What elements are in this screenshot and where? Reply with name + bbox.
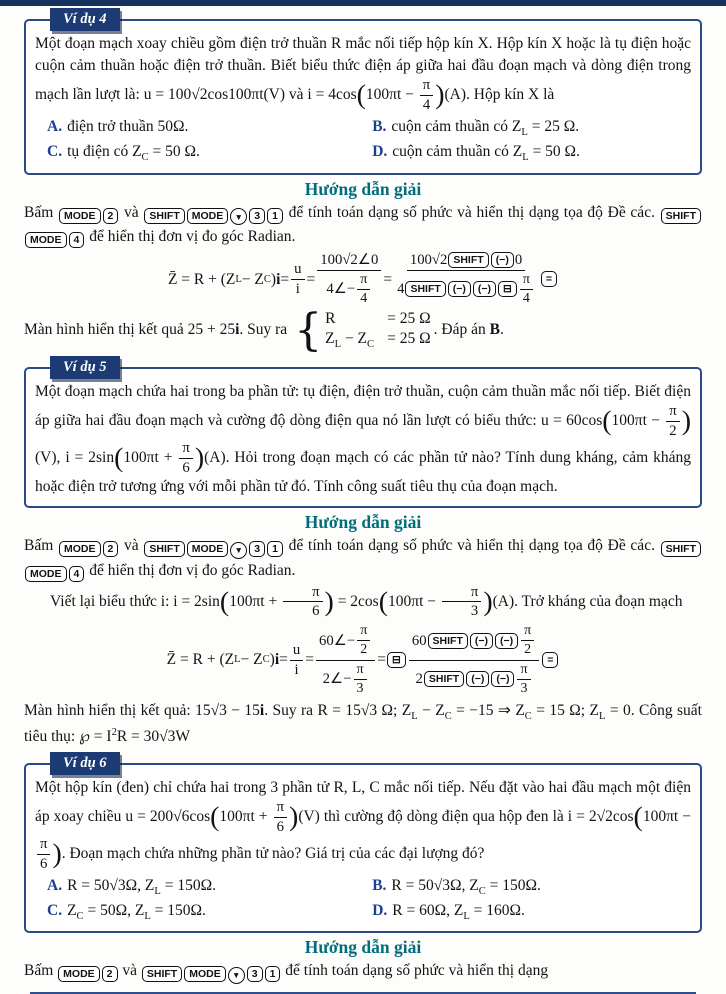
bold-text: i [259,701,265,719]
bold-text: i [235,320,240,338]
numerator: π [517,662,530,680]
numerator: 100√2 SHIFT (−) 0 [407,252,525,271]
down-arrow-key: ▼ [230,208,247,225]
subscript: L [235,273,242,285]
option-a [47,116,372,140]
calculator-key: (−) [491,252,514,268]
option-text: tụ điện có $Z_C = 50$ Ω. [67,143,200,164]
option-letter: C. [47,902,63,920]
denominator: i [294,661,299,678]
calculator-key: SHIFT [144,208,184,224]
parenthesis: ) [52,838,62,870]
calculator-key: MODE [187,208,229,224]
fraction [354,662,367,697]
example-5-problem: Một đoạn mạch chứa hai trong ba phần tử: tụ điện, điện trở thuần, cuộn cảm thuần mắc nối tiếp. Biết điện áp giữa hai đầu đoạn mạch và cường độ dòng điện qua nó lần lượt có biểu thức: u = 60cos(100πt − $\frac{\pi}{2}$ )(V), i = 2sin(100πt + $\frac{\pi}{6}$ )(A). Hỏi trong đoạn mạch có các phần tử nào? Tính dung kháng, cảm kháng hoặc điện trở tương ứng với mỗi phần tử đó. Tính công suất tiêu thụ của đoạn mạch. [35,382,692,496]
example-4-problem: Một đoạn mạch xoay chiều gồm điện trở thuần R mắc nối tiếp hộp kín X. Hộp kín X hoặc là tụ điện hoặc cuộn cảm thuần hoặc điện trở thuần. Biết biểu thức điện áp giữa hai đầu đoạn mạch và dòng điện trong mạch lần lượt là: u = 100√2cos100πt(V) và i = 4cos(100πt − $\frac{\pi}{4}$ )(A). Hộp kín X là [35,35,691,113]
parenthesis: ( [219,585,230,617]
numerator: π [520,272,533,290]
option-letter: D. [372,143,388,161]
fraction [317,252,381,307]
bold-text: B [489,320,500,338]
denominator: 2∠− $\frac{\pi}{3}$ [320,661,372,697]
option-letter: B. [372,117,387,135]
solution-5-equation: Z̄ = R + (Z L − Z C ) i = $\frac{u}{i}$ = 60∠− $\frac{\pi}{2}$ 2∠− $\frac{\pi}{3}$ = ⊟ 60 SHIFT (−) (−) $\frac{\pi}{2}$ 2 SHIFT (−) (−) $\frac{\pi}{3}$ = [24,623,702,696]
calculator-key: (−) [448,281,471,297]
calculator-key: 1 [267,541,283,557]
calculator-key: 1 [265,966,281,982]
subscript: C [262,654,270,666]
subscript: C [263,273,271,285]
fraction [357,272,370,307]
example-5-tab: Ví dụ 5 [50,356,120,379]
numerator: π [420,77,433,96]
example-4-tab: Ví dụ 4 [50,8,120,31]
example-box-6 [24,755,702,933]
denominator: 4 [360,290,368,306]
solution-heading: Hướng dẫn giải [304,178,422,199]
bold-text: i [276,270,281,288]
fraction [316,623,375,696]
fraction [666,403,679,440]
calculator-key: MODE [187,541,229,557]
denominator: 4 [422,96,431,113]
calculator-key: (−) [495,633,518,649]
parenthesis: ( [210,801,220,833]
option-letter: C. [47,143,63,161]
subscript: L [522,152,529,164]
denominator: 2 SHIFT (−) (−) $\frac{\pi}{3}$ [413,661,536,697]
brace-row-left: R [325,309,336,327]
numerator: u [290,642,303,661]
fraction [274,799,287,836]
numerator: π [357,272,370,290]
subscript: L [521,126,528,138]
subscript: L [599,710,606,722]
example-box-4 [24,11,702,175]
example-6-tab: Ví dụ 6 [50,752,120,775]
denominator: 6 [276,818,284,835]
solution-4-result: Màn hình hiển thị kết quả 25 + 25i. Suy ra { R = 25 Ω $Z_L - Z_C$ = 25 Ω . Đáp án B. [24,304,504,356]
calculator-key: MODE [59,208,101,224]
option-c [47,900,372,924]
denominator: 3 [520,680,528,696]
option-d [372,141,691,165]
calculator-key: 2 [103,208,119,224]
solution-5-result: Màn hình hiển thị kết quả: 15√3 − 15i. Suy ra R = 15√3 Ω; $Z_L - Z_C = -15$ ⇒ $Z_C = 15$ Ω; $Z_L = 0$. Công suất tiêu thụ: ℘ = $I^2R = 30√3W$ [24,701,702,745]
parenthesis: ) [289,801,299,833]
solution-6-intro: Bấm MODE 2 và SHIFT MODE ▼ 3 1 để tính toán dạng số phức và hiển thị dạng [24,959,702,984]
parenthesis: ) [324,585,334,617]
example-6-options [35,875,691,925]
calculator-key: SHIFT [424,671,464,687]
option-letter: A. [47,117,63,135]
calculator-key: 3 [249,208,265,224]
solution-4-intro: Bấm MODE 2 và SHIFT MODE ▼ 3 1 để tính toán dạng số phức và hiển thị dạng tọa độ Đề các. SHIFTMODE 4 để hiển thị đơn vị đo góc Radian. [24,201,702,249]
option-text: cuộn cảm thuần có $Z_L = 25$ Ω. [391,117,580,138]
brace-row [325,309,431,329]
denominator: i [295,280,300,297]
fraction [283,584,322,621]
calculator-key: MODE [25,566,67,582]
calculator-key: SHIFT [144,541,184,557]
fraction [357,623,370,658]
parenthesis: ( [602,405,612,437]
calculator-key: MODE [25,232,67,248]
bold-text: i [274,651,280,669]
numerator: π [442,584,481,603]
calculator-key: 1 [267,208,283,224]
brace-rows [325,309,431,352]
option-d [372,900,691,924]
subscript: L [154,885,161,897]
calculator-key: (−) [466,671,489,687]
fraction [179,440,192,477]
option-b [372,875,691,899]
fraction [517,662,530,697]
superscript: 2 [111,726,117,738]
numerator: 60 SHIFT (−) (−) $\frac{\pi}{2}$ [409,623,539,660]
fraction [409,623,539,696]
option-text: cuộn cảm thuần có $Z_L = 50$ Ω. [392,143,580,164]
numerator: 60∠− $\frac{\pi}{2}$ [316,623,375,660]
parenthesis: ) [483,585,493,617]
example-4-options [35,116,691,166]
numerator: π [283,584,322,603]
option-a [47,875,372,899]
denominator: 4 SHIFT (−) (−) ⊟ $\frac{\pi}{4}$ [394,271,538,307]
example-6-problem: Một hộp kín (đen) chỉ chứa hai trong 3 phần tử R, L, C mắc nối tiếp. Nếu đặt vào hai đầu mạch một điện áp xoay chiều u = 200√6cos(100πt + $\frac{\pi}{6}$ )(V) thì cường độ dòng điện qua hộp đen là i = 2√2cos(100πt − $\frac{\pi}{6}$ ). Đoạn mạch chứa những phần tử nào? Giá trị của các đại lượng đó? [35,779,691,872]
denominator: 6 [182,459,190,476]
solution-heading: Hướng dẫn giải [304,937,422,958]
denominator: 4∠− $\frac{\pi}{4}$ [323,271,375,307]
brace-row-right: = 25 Ω [387,309,431,327]
subscript: C [141,152,149,164]
numerator: u [291,261,304,280]
calculator-key: MODE [58,966,100,982]
denominator: 6 [312,603,320,620]
fraction [442,584,481,621]
calculator-key: = [541,271,557,287]
calculator-key: SHIFT [448,252,488,268]
option-c [47,141,372,165]
option-text: điện trở thuần 50Ω. [67,117,189,135]
numerator: π [274,799,287,818]
solution-5-intro: Bấm MODE 2 và SHIFT MODE ▼ 3 1 để tính toán dạng số phức và hiển thị dạng tọa độ Đề các. SHIFTMODE 4 để hiển thị đơn vị đo góc Radian. [24,534,702,582]
denominator: 3 [470,603,479,620]
fraction [37,836,50,873]
parenthesis: ( [356,79,366,111]
subscript: L [334,339,342,351]
option-b [372,116,691,140]
subscript: C [524,710,532,722]
calculator-key: 4 [69,566,85,582]
fraction [290,642,303,679]
brace-system [294,304,431,356]
fraction [521,623,534,658]
fraction [394,252,538,307]
subscript: C [76,911,84,923]
parenthesis: ) [681,405,691,437]
subscript: L [144,911,151,923]
calculator-key: SHIFT [661,541,701,557]
example-box-5 [24,358,702,509]
fraction [420,77,433,114]
down-arrow-key: ▼ [228,967,245,984]
fraction [520,272,533,307]
option-text: R = 50√3Ω, $Z_C = 150\Omega$. [391,876,541,897]
brace-row-left: $Z_L - Z_C$ [325,329,375,351]
calculator-key: SHIFT [661,208,701,224]
down-arrow-key: ▼ [230,542,247,559]
parenthesis: ( [114,441,124,473]
numerator: 100√2∠0 [317,252,381,271]
calculator-key: MODE [184,966,226,982]
top-edge-bar [0,0,726,6]
calculator-key: = [542,652,558,668]
denominator: 3 [356,680,364,696]
option-text: R = 60Ω, $Z_L = 160\Omega$. [392,902,525,923]
subscript: L [411,710,418,722]
numerator: π [354,662,367,680]
option-text: $Z_C = 50\Omega$, $Z_L = 150\Omega$. [67,902,206,923]
subscript: L [234,654,241,666]
calculator-key: SHIFT [142,966,182,982]
calculator-key: (−) [473,281,496,297]
calculator-key: 3 [247,966,263,982]
denominator: 2 [524,642,532,658]
denominator: 4 [522,290,530,306]
numerator: π [521,623,534,641]
calculator-key: (−) [470,633,493,649]
subscript: C [444,710,452,722]
calculator-key: 2 [103,541,119,557]
subscript: C [367,339,375,351]
fraction [291,261,304,298]
denominator: 2 [360,642,368,658]
calculator-key: 2 [102,966,118,982]
calculator-key: SHIFT [405,281,445,297]
parenthesis: ) [435,79,445,111]
numerator: π [666,403,679,422]
subscript: C [478,885,486,897]
denominator: 2 [669,422,677,439]
option-letter: A. [47,876,63,894]
brace-row [325,329,431,352]
option-text: R = 50√3Ω, $Z_L = 150\Omega$. [67,876,216,897]
calculator-key: ⊟ [498,281,517,297]
calculator-key: SHIFT [428,633,468,649]
subscript: L [463,911,470,923]
numerator: π [37,836,50,855]
calculator-key: MODE [59,541,101,557]
denominator: 6 [40,855,48,872]
numerator: π [179,440,192,459]
brace-row-right: = 25 Ω [387,329,431,347]
parenthesis: ) [194,441,205,473]
calculator-key: 4 [69,232,85,248]
calculator-key: 3 [249,541,265,557]
numerator: π [357,623,370,641]
solution-heading: Hướng dẫn giải [304,512,422,533]
parenthesis: ( [378,585,389,617]
solution-4-equation: Z̄ = R + (Z L − Z C ) i = $\frac{u}{i}$ = 100√2∠0 4∠− $\frac{\pi}{4}$ = 100√2 SHIFT (−) 0 4 SHIFT (−) (−) ⊟ $\frac{\pi}{4}$ = [24,252,702,307]
solution-5-rewrite: Viết lại biểu thức i: i = 2sin(100πt + $\frac{\pi}{6}$ ) = 2cos(100πt − $\frac{\pi}{3}$ )(A). Trở kháng của đoạn mạch [50,583,683,620]
calculator-key: ⊟ [387,652,406,668]
option-letter: D. [372,902,388,920]
option-letter: B. [372,876,387,894]
left-brace: { [294,304,323,356]
calculator-key: (−) [491,671,514,687]
parenthesis: ( [633,801,643,833]
